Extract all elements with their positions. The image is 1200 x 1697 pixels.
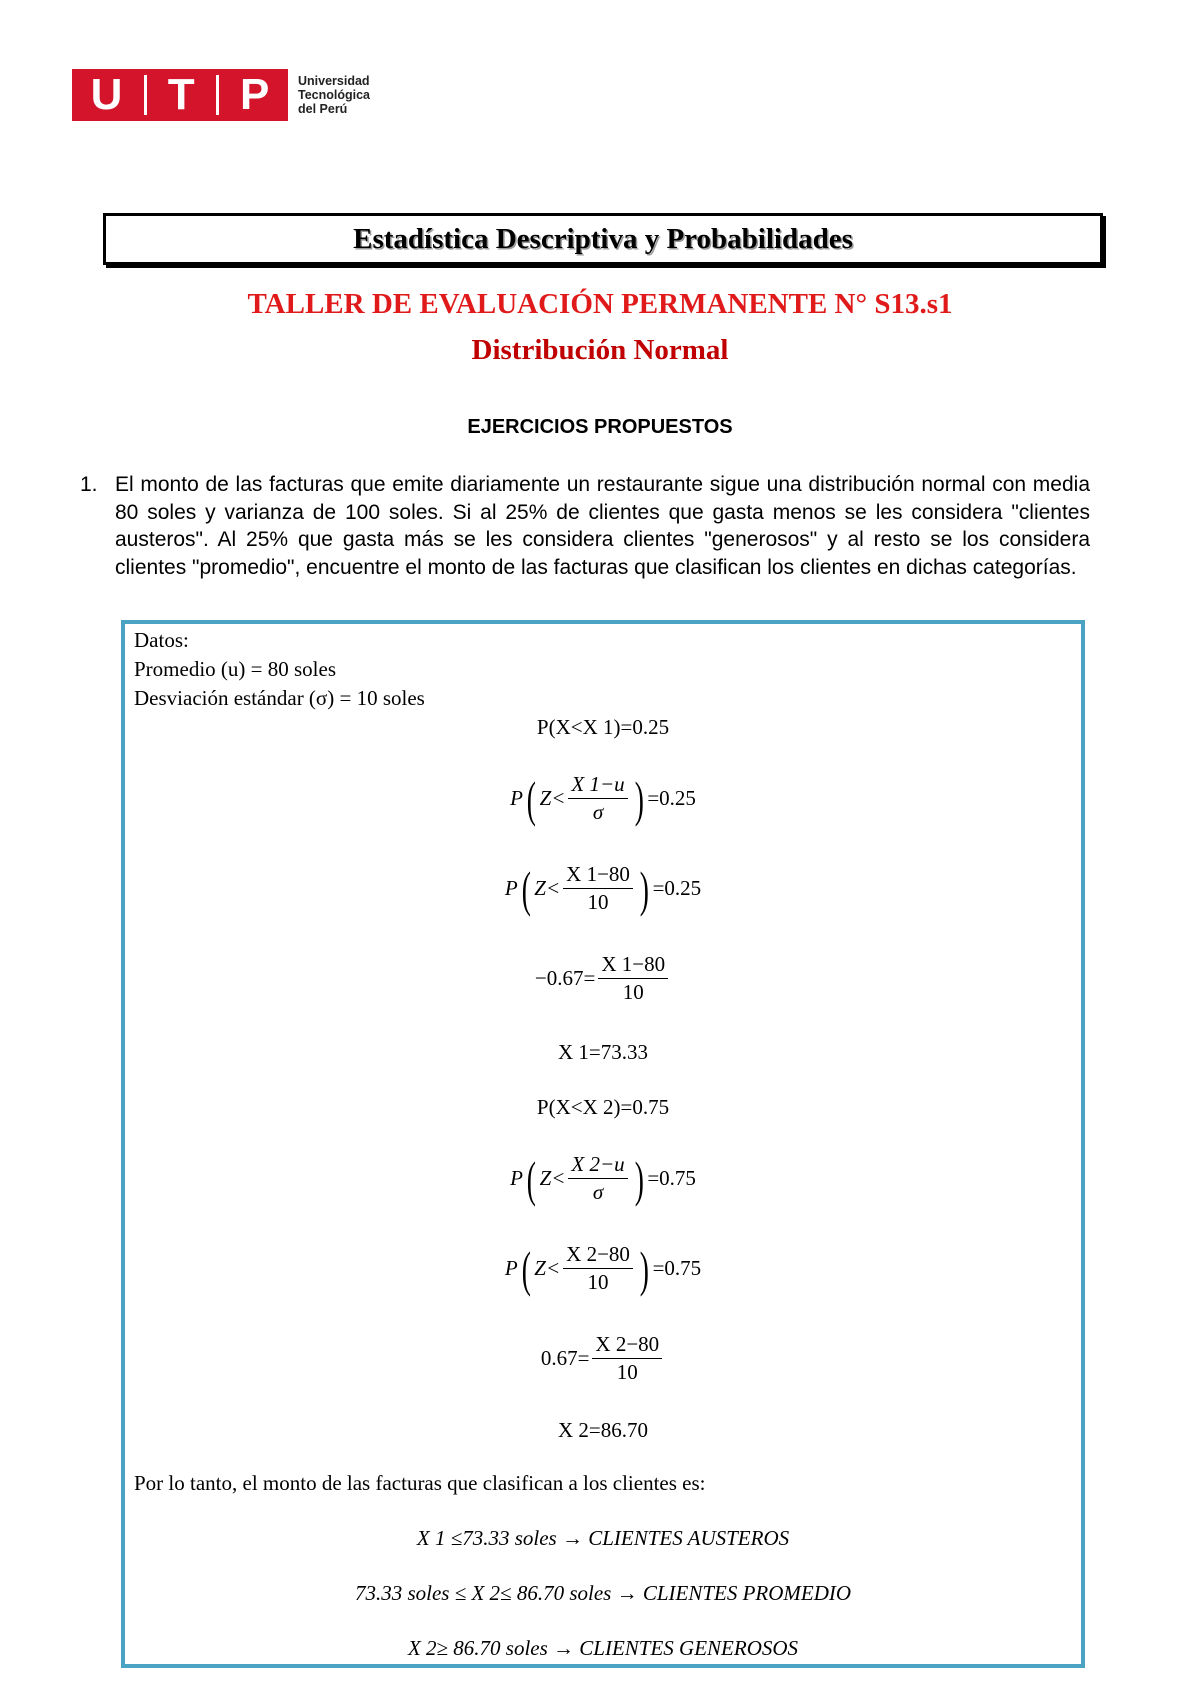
equation-7 — [121, 1152, 1085, 1205]
right-paren: ) — [634, 770, 644, 827]
numerator: X 2−u — [568, 1152, 627, 1179]
equation-10 — [121, 1418, 1085, 1443]
fraction — [598, 952, 668, 1005]
course-title-box — [103, 213, 1103, 265]
conclusion-text: Por lo tanto, el monto de las facturas que clasifican a los clientes es: — [134, 1471, 706, 1495]
eq-result: =0.25 — [652, 876, 702, 900]
result-text: X 1 ≤73.33 soles → CLIENTES AUSTEROS — [416, 1526, 790, 1550]
result-text: 73.33 soles ≤ X 2≤ 86.70 soles → CLIENTES PROMEDIO — [354, 1581, 852, 1605]
eq-z: Z< — [539, 1166, 566, 1190]
numerator: X 1−u — [568, 772, 627, 799]
logo-line: Tecnológica — [298, 88, 371, 102]
promedio-line: Promedio (u) = 80 soles — [134, 657, 336, 681]
result-austeros — [121, 1526, 1085, 1551]
utp-logo — [72, 69, 370, 121]
eq-p: P — [510, 786, 523, 810]
logo-university-name — [298, 74, 370, 116]
result-generosos — [121, 1636, 1085, 1661]
numerator: X 2−80 — [592, 1332, 662, 1359]
logo-line: del Perú — [298, 102, 348, 116]
eq-z: Z< — [539, 786, 566, 810]
equation-1 — [121, 715, 1085, 740]
equation-3 — [121, 862, 1085, 915]
result-text: X 2≥ 86.70 soles → CLIENTES GENEROSOS — [407, 1636, 799, 1660]
denominator: 10 — [587, 1270, 609, 1294]
denominator: 10 — [616, 1360, 638, 1384]
eq-lhs: 0.67= — [540, 1346, 590, 1370]
fraction — [563, 862, 633, 915]
problem-text: El monto de las facturas que emite diariamente un restaurante sigue una distribución normal con media 80 soles y varianza de 100 soles. Si al 25% de clientes que gasta menos se les considera "clientes austeros". Al 25% que gasta más se les considera clientes "generosos" y al resto se los considera clientes "promedio", encuentre el monto de las facturas que clasifican los clientes en dichas categorías. — [115, 473, 1090, 579]
logo-letter-u: U — [90, 70, 123, 119]
result-promedio — [121, 1581, 1085, 1606]
right-paren: ) — [639, 860, 649, 917]
numerator: X 2−80 — [563, 1242, 633, 1269]
course-title: Estadística Descriptiva y Probabilidades — [353, 222, 853, 255]
equation-2 — [121, 772, 1085, 825]
equation-9 — [121, 1332, 1085, 1385]
eq-z: Z< — [534, 876, 561, 900]
logo-letter-p: P — [240, 70, 270, 119]
right-paren: ) — [634, 1150, 644, 1207]
datos-label: Datos: — [134, 628, 189, 652]
eq-p: P — [504, 1256, 518, 1280]
eq-result: =0.75 — [652, 1256, 702, 1280]
fraction — [568, 1152, 627, 1205]
problem-1 — [80, 471, 1090, 581]
eq-z: Z< — [534, 1256, 561, 1280]
logo-separator — [216, 75, 219, 115]
desviacion-line: Desviación estándar (σ) = 10 soles — [134, 686, 425, 710]
fraction — [563, 1242, 633, 1295]
numerator: X 1−80 — [598, 952, 668, 979]
eq-p: P — [504, 876, 518, 900]
eq-p: P — [510, 1166, 523, 1190]
section-heading: EJERCICIOS PROPUESTOS — [467, 416, 733, 438]
equation-text: P(X<X 2)=0.75 — [536, 1095, 670, 1119]
logo-line: Universidad — [298, 74, 370, 88]
equation-8 — [121, 1242, 1085, 1295]
equation-4 — [121, 952, 1085, 1005]
equation-6 — [121, 1095, 1085, 1120]
denominator: σ — [592, 1180, 604, 1204]
equation-text: X 2=86.70 — [557, 1418, 648, 1442]
eq-lhs: −0.67= — [534, 966, 596, 990]
equation-text: X 1=73.33 — [557, 1040, 648, 1064]
equation-5 — [121, 1040, 1085, 1065]
right-paren: ) — [639, 1240, 649, 1297]
problem-number: 1. — [80, 473, 98, 496]
fraction — [568, 772, 627, 825]
left-paren: ( — [521, 1240, 531, 1297]
taller-title: TALLER DE EVALUACIÓN PERMANENTE N° S13.s1 — [247, 288, 953, 320]
left-paren: ( — [526, 770, 536, 827]
numerator: X 1−80 — [563, 862, 633, 889]
denominator: σ — [592, 800, 604, 824]
eq-result: =0.25 — [647, 786, 696, 810]
logo-separator — [144, 75, 147, 115]
fraction — [592, 1332, 662, 1385]
subtitle: Distribución Normal — [471, 334, 729, 366]
equation-text: P(X<X 1)=0.25 — [536, 715, 670, 739]
denominator: 10 — [622, 980, 644, 1004]
denominator: 10 — [587, 890, 609, 914]
eq-result: =0.75 — [647, 1166, 696, 1190]
logo-letter-t: T — [167, 70, 195, 119]
left-paren: ( — [526, 1150, 536, 1207]
left-paren: ( — [521, 860, 531, 917]
utp-logo-block — [72, 69, 288, 121]
